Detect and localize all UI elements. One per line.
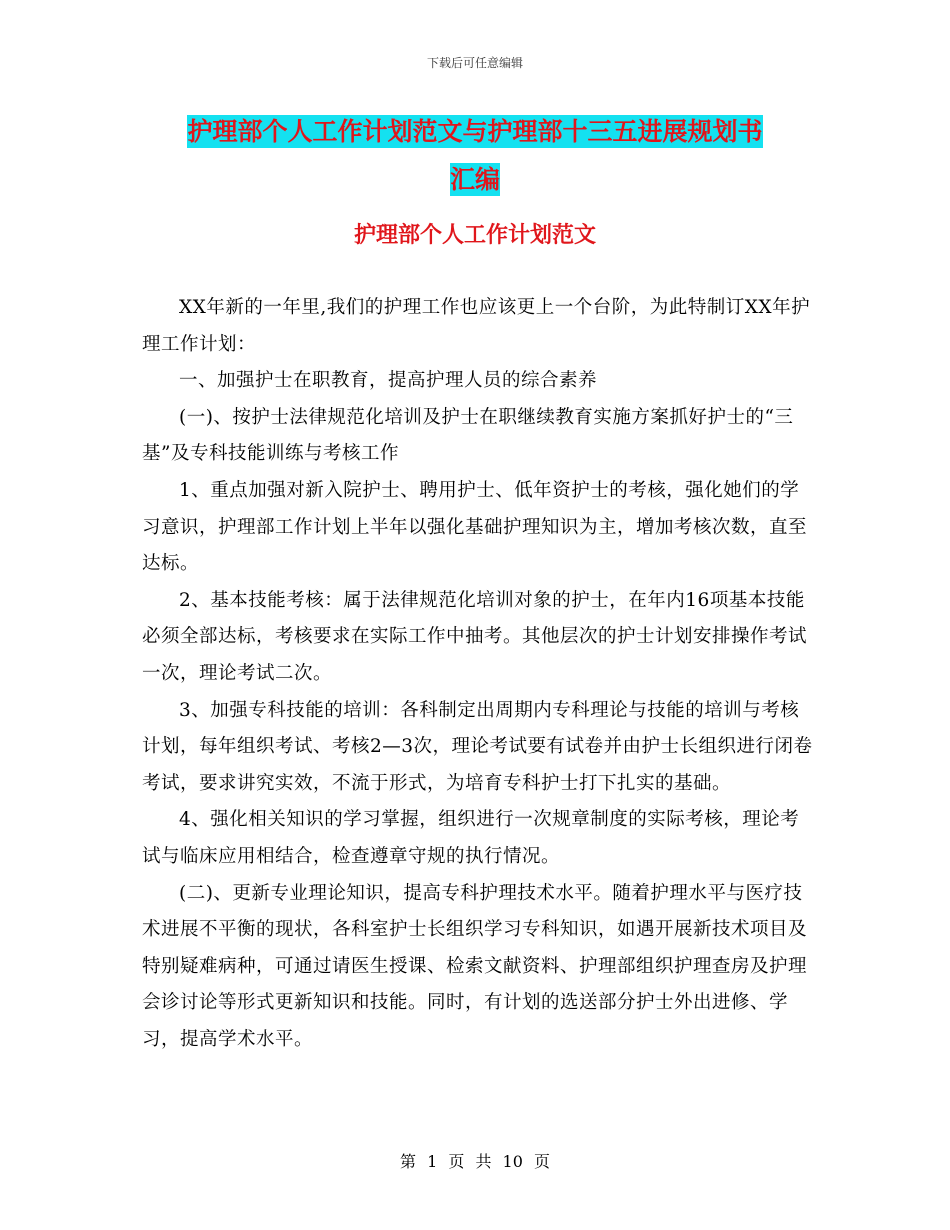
paragraph: 一、加强护士在职教育，提高护理人员的综合素养 <box>179 370 598 392</box>
header-note: 下载后可任意编辑 <box>426 56 523 70</box>
document-title-line-1: 护理部个人工作计划范文与护理部十三五进展规划书 <box>187 117 763 146</box>
paragraph: (二)、更新专业理论知识，提高专科护理技术水平。随着护理水平与医疗技术进展不平衡的现状，各科室护士长组织学习专科知识，如遇开展新技术项目及特别疑难病种，可通过请医生授课、检索文献资料、护理部组织护理查房及护理会诊讨论等形式更新知识和技能。同时，有计划的选送部分护士外出进修、学习，提高学术水平。 <box>142 882 808 1050</box>
paragraph: (一)、按护士法律规范化培训及护士在职继续教育实施方案抓好护士的“三基”及专科技能训练与考核工作 <box>142 406 794 465</box>
section-title: 护理部个人工作计划范文 <box>353 223 596 248</box>
paragraph: 4、强化相关知识的学习掌握，组织进行一次规章制度的实际考核，理论考试与临床应用相结合，检查遵章守规的执行情况。 <box>142 809 800 867</box>
paragraph: 3、加强专科技能的培训：各科制定出周期内专科理论与技能的培训与考核计划，每年组织考试、考核2—3次，理论考试要有试卷并由护士长组织进行闭卷考试，要求讲究实效，不流于形式，为培育专科护士打下扎实的基础。 <box>142 699 813 794</box>
paragraph: 2、基本技能考核：属于法律规范化培训对象的护士，在年内16项基本技能必须全部达标，考核要求在实际工作中抽考。其他层次的护士计划安排操作考试一次，理论考试二次。 <box>142 589 808 684</box>
document-title-line-2: 汇编 <box>449 165 500 194</box>
document-title <box>0 108 950 204</box>
body-text <box>142 290 817 1058</box>
paragraph: XX年新的一年里,我们的护理工作也应该更上一个台阶，为此特制订XX年护理工作计划： <box>142 297 811 355</box>
paragraph: 1、重点加强对新入院护士、聘用护士、低年资护士的考核，强化她们的学习意识，护理部工作计划上半年以强化基础护理知识为主，增加考核次数，直至达标。 <box>142 479 808 575</box>
page-number-footer: 第 1 页 共 10 页 <box>400 1152 550 1171</box>
